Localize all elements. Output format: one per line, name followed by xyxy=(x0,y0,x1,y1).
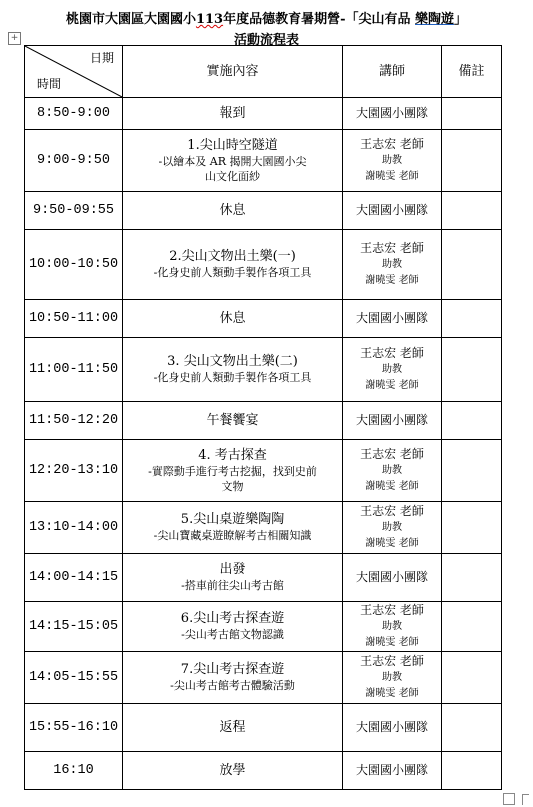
content-cell xyxy=(123,554,343,602)
content-cell xyxy=(123,440,343,502)
time-cell: 12:20-13:10 xyxy=(25,440,123,502)
table-move-handle-icon[interactable]: + xyxy=(8,32,21,45)
time-cell: 10:00-10:50 xyxy=(25,230,123,300)
lecturer-name: 謝曉雯 老師 xyxy=(365,538,419,549)
lecturer-name: 王志宏 老師 xyxy=(360,504,424,518)
lecturer-name: 謝曉雯 老師 xyxy=(365,171,419,182)
content-cell xyxy=(123,300,343,338)
lecturer-name: 助教 xyxy=(382,672,402,683)
lecturer-name: 大園國小團隊 xyxy=(355,720,428,734)
lecturer-cell xyxy=(343,704,442,752)
lecturer-cell xyxy=(343,502,442,554)
header-date-time-cell xyxy=(25,46,123,98)
document-subtitle: 活動流程表 xyxy=(233,33,299,48)
time-cell: 14:05-15:55 xyxy=(25,652,123,704)
remarks-cell xyxy=(442,752,502,790)
title-mid: 年度品德教育暑期營-「尖山有品 xyxy=(223,12,416,27)
header-time: 時間 xyxy=(37,77,62,91)
title-camp-name: 樂陶遊 xyxy=(415,12,455,27)
lecturer-cell xyxy=(343,98,442,130)
content-cell xyxy=(123,98,343,130)
remarks-cell xyxy=(442,98,502,130)
activity-description: -尖山考古館文物認識 xyxy=(181,628,284,641)
table-row xyxy=(25,300,502,338)
table-row xyxy=(25,130,502,192)
activity-description: -化身史前人類動手製作各項工具 xyxy=(153,371,312,384)
activity-description: 文物 xyxy=(221,479,244,493)
table-row xyxy=(25,704,502,752)
lecturer-name: 謝曉雯 老師 xyxy=(365,481,419,492)
lecturer-name: 助教 xyxy=(382,259,402,270)
activity-title: 出發 xyxy=(219,562,246,577)
lecturer-name: 王志宏 老師 xyxy=(360,346,424,360)
content-cell xyxy=(123,602,343,652)
time-cell: 11:50-12:20 xyxy=(25,402,123,440)
table-row xyxy=(25,192,502,230)
activity-title: 報到 xyxy=(219,105,246,121)
lecturer-cell xyxy=(343,300,442,338)
activity-description: -化身史前人類動手製作各項工具 xyxy=(153,266,312,279)
header-date: 日期 xyxy=(89,51,114,65)
content-cell xyxy=(123,192,343,230)
title-prefix: 桃園市大園區大園國小 xyxy=(65,12,196,27)
table-header-row xyxy=(25,46,502,98)
content-cell xyxy=(123,752,343,790)
time-cell: 11:00-11:50 xyxy=(25,338,123,402)
activity-title: 放學 xyxy=(219,762,246,778)
schedule-table xyxy=(24,45,502,790)
activity-description: -尖山寶藏桌遊瞭解考古相關知識 xyxy=(153,529,312,542)
lecturer-name: 大園國小團隊 xyxy=(355,203,428,217)
remarks-cell xyxy=(442,704,502,752)
remarks-cell xyxy=(442,130,502,192)
table-row xyxy=(25,440,502,502)
lecturer-name: 大園國小團隊 xyxy=(355,413,428,427)
remarks-cell xyxy=(442,554,502,602)
lecturer-cell xyxy=(343,602,442,652)
time-cell: 15:55-16:10 xyxy=(25,704,123,752)
activity-title: 返程 xyxy=(219,719,246,735)
lecturer-name: 助教 xyxy=(382,621,402,632)
document-title xyxy=(0,8,533,27)
activity-title: 4. 考古探查 xyxy=(198,447,267,463)
lecturer-name: 大園國小團隊 xyxy=(355,106,428,120)
time-cell: 9:50-09:55 xyxy=(25,192,123,230)
lecturer-name: 助教 xyxy=(382,465,402,476)
lecturer-name: 王志宏 老師 xyxy=(360,447,424,461)
activity-title: 休息 xyxy=(219,202,246,218)
lecturer-cell xyxy=(343,752,442,790)
activity-title: 休息 xyxy=(219,310,246,326)
content-cell xyxy=(123,402,343,440)
activity-description: -搭車前往尖山考古館 xyxy=(181,579,284,592)
lecturer-cell xyxy=(343,230,442,300)
lecturer-cell xyxy=(343,652,442,704)
lecturer-name: 謝曉雯 老師 xyxy=(365,275,419,286)
header-content: 實施內容 xyxy=(123,46,343,98)
lecturer-name: 謝曉雯 老師 xyxy=(365,688,419,699)
lecturer-cell xyxy=(343,402,442,440)
lecturer-name: 大園國小團隊 xyxy=(355,763,428,777)
remarks-cell xyxy=(442,338,502,402)
activity-description: -以繪本及 AR 揭開大園國小尖 xyxy=(158,154,307,168)
lecturer-name: 助教 xyxy=(382,364,402,375)
lecturer-cell xyxy=(343,192,442,230)
remarks-cell xyxy=(442,300,502,338)
table-row xyxy=(25,752,502,790)
header-remarks: 備註 xyxy=(442,46,502,98)
time-cell: 13:10-14:00 xyxy=(25,502,123,554)
lecturer-name: 謝曉雯 老師 xyxy=(365,380,419,391)
time-cell: 14:00-14:15 xyxy=(25,554,123,602)
lecturer-cell xyxy=(343,130,442,192)
remarks-cell xyxy=(442,192,502,230)
content-cell xyxy=(123,502,343,554)
lecturer-cell xyxy=(343,338,442,402)
lecturer-name: 王志宏 老師 xyxy=(360,137,424,151)
lecturer-cell xyxy=(343,554,442,602)
activity-title: 3. 尖山文物出土樂(二) xyxy=(167,354,298,369)
table-row xyxy=(25,98,502,130)
activity-title: 1.尖山時空隧道 xyxy=(187,137,278,153)
content-cell xyxy=(123,338,343,402)
lecturer-name: 助教 xyxy=(382,155,402,166)
table-row xyxy=(25,554,502,602)
time-cell: 10:50-11:00 xyxy=(25,300,123,338)
lecturer-name: 王志宏 老師 xyxy=(360,241,424,255)
time-cell: 8:50-9:00 xyxy=(25,98,123,130)
lecturer-name: 王志宏 老師 xyxy=(360,654,424,668)
content-cell xyxy=(123,652,343,704)
activity-title: 午餐饗宴 xyxy=(206,412,259,428)
content-cell xyxy=(123,704,343,752)
page-corner-mark xyxy=(503,793,515,805)
remarks-cell xyxy=(442,652,502,704)
time-cell: 16:10 xyxy=(25,752,123,790)
lecturer-name: 謝曉雯 老師 xyxy=(365,637,419,648)
remarks-cell xyxy=(442,230,502,300)
remarks-cell xyxy=(442,502,502,554)
page-corner-mark-2 xyxy=(522,794,529,805)
table-row xyxy=(25,230,502,300)
activity-title: 6.尖山考古探查遊 xyxy=(180,611,285,626)
lecturer-cell xyxy=(343,440,442,502)
activity-description: -尖山考古館考古體驗活動 xyxy=(170,679,295,692)
activity-title: 7.尖山考古探查遊 xyxy=(180,662,285,677)
title-year: 113 xyxy=(195,12,224,27)
table-row xyxy=(25,338,502,402)
table-row xyxy=(25,652,502,704)
title-suffix: 」 xyxy=(454,12,468,27)
content-cell xyxy=(123,230,343,300)
remarks-cell xyxy=(442,602,502,652)
header-lecturer: 講師 xyxy=(343,46,442,98)
lecturer-name: 助教 xyxy=(382,522,402,533)
time-cell: 14:15-15:05 xyxy=(25,602,123,652)
table-row xyxy=(25,602,502,652)
content-cell xyxy=(123,130,343,192)
table-row xyxy=(25,502,502,554)
remarks-cell xyxy=(442,402,502,440)
lecturer-name: 大園國小團隊 xyxy=(355,570,428,584)
activity-title: 5.尖山桌遊樂陶陶 xyxy=(180,512,285,527)
table-row xyxy=(25,402,502,440)
activity-title: 2.尖山文物出土樂(一) xyxy=(169,249,296,264)
lecturer-name: 大園國小團隊 xyxy=(355,311,428,325)
activity-description: 山文化面紗 xyxy=(205,169,260,183)
time-cell: 9:00-9:50 xyxy=(25,130,123,192)
lecturer-name: 王志宏 老師 xyxy=(360,603,424,617)
remarks-cell xyxy=(442,440,502,502)
activity-description: -實際動手進行考古挖掘，找到史前 xyxy=(148,464,317,478)
